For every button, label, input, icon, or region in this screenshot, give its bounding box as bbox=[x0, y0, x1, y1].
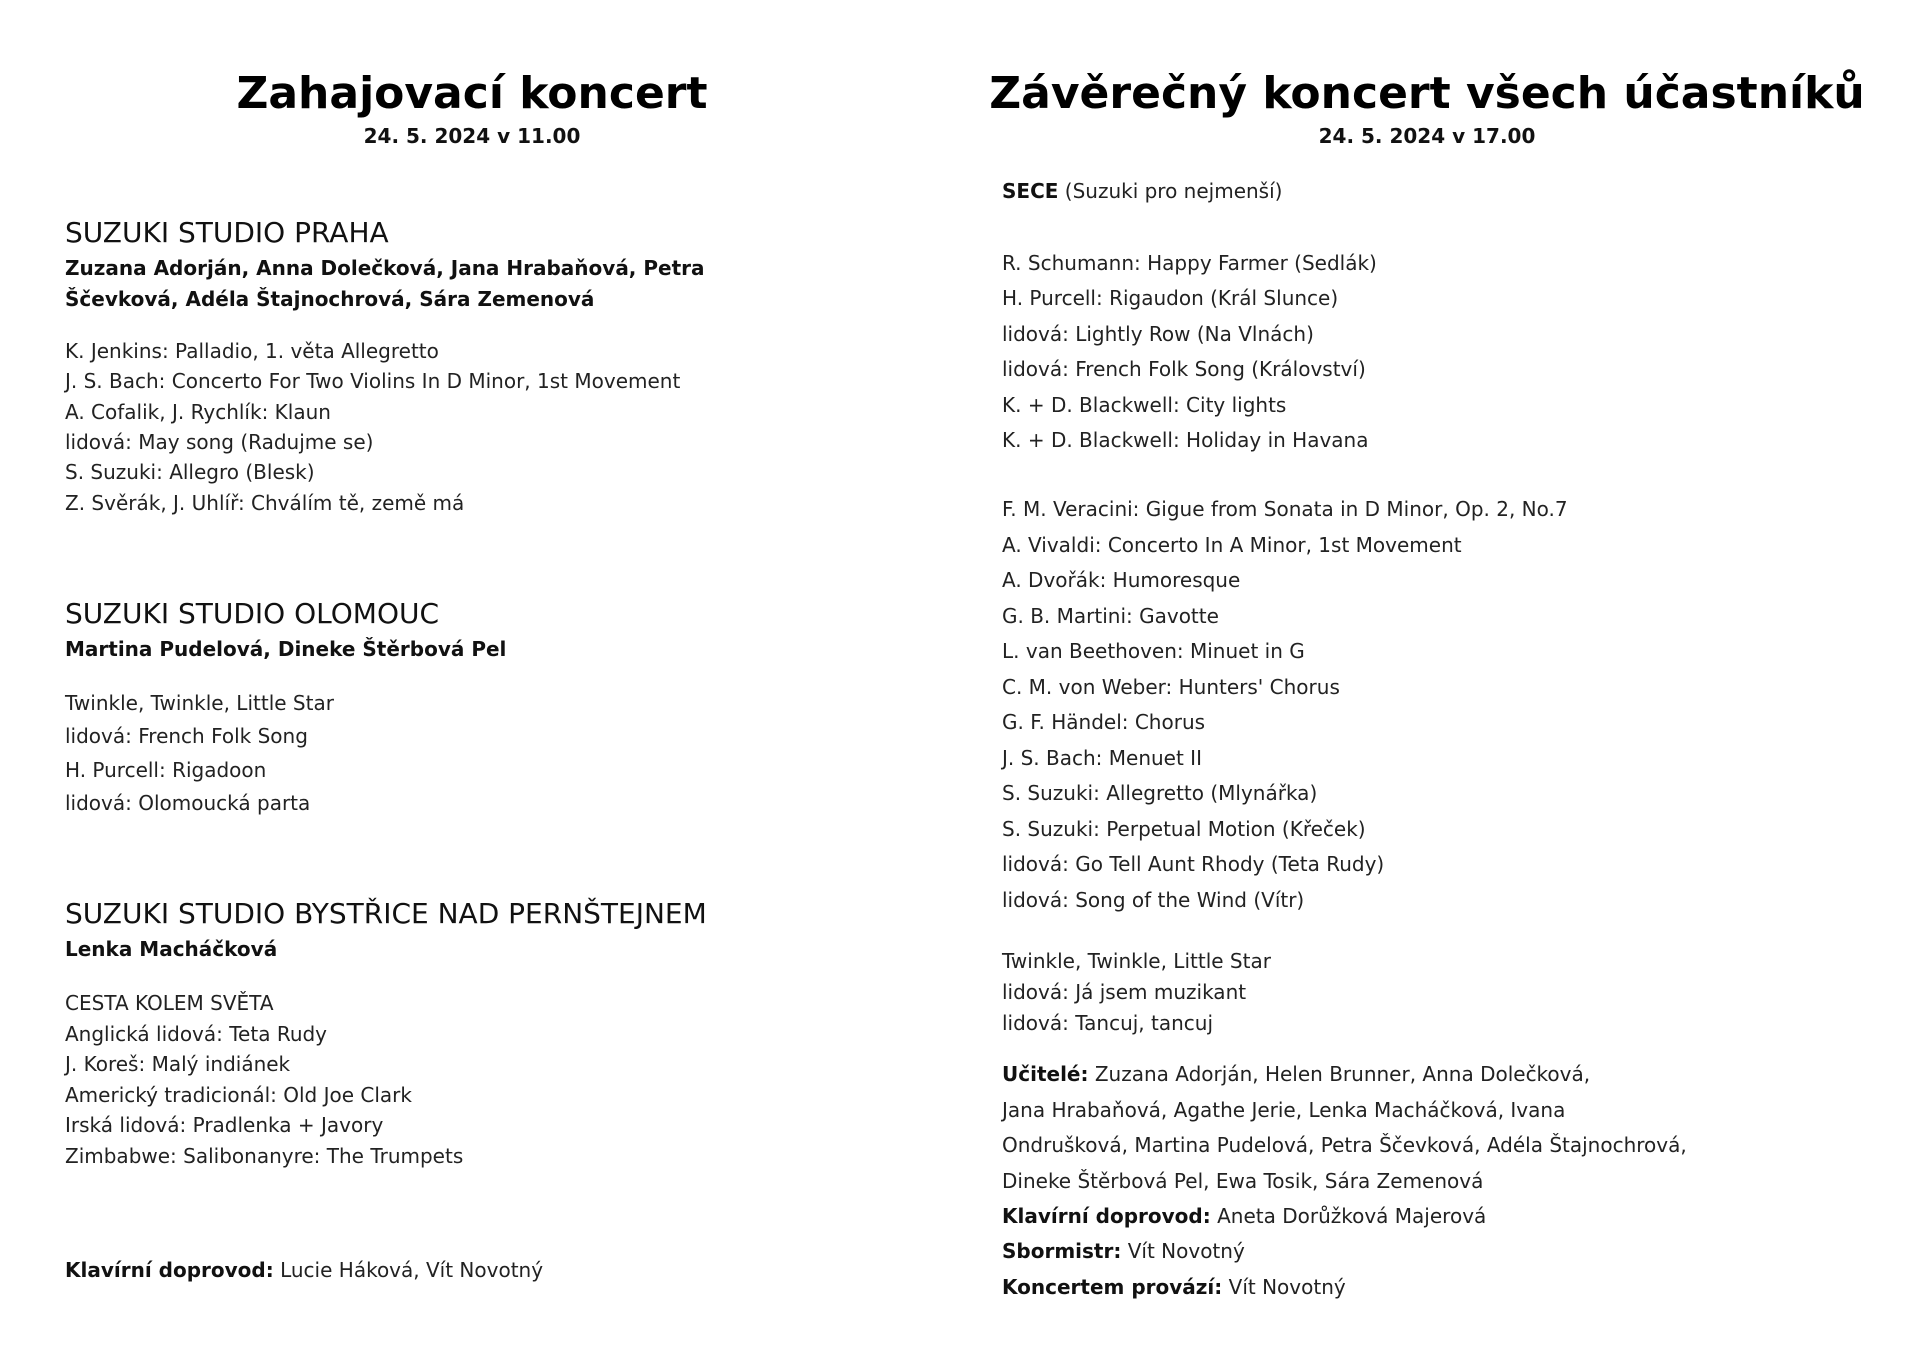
program-item: lidová: Olomoucká parta bbox=[65, 791, 311, 815]
studio-teachers: Martina Pudelová, Dineke Štěrbová Pel bbox=[65, 637, 507, 661]
program-item: C. M. von Weber: Hunters' Chorus bbox=[1002, 675, 1340, 699]
sece-line bbox=[1002, 181, 1282, 201]
credit-value: Vít Novotný bbox=[1228, 1275, 1346, 1299]
teachers-line: Ondrušková, Martina Pudelová, Petra Ščevková, Adéla Štajnochrová, bbox=[1002, 1133, 1687, 1157]
piano-accompaniment bbox=[65, 1260, 543, 1280]
program-item: S. Suzuki: Allegretto (Mlynářka) bbox=[1002, 781, 1318, 805]
program-item: lidová: Song of the Wind (Vítr) bbox=[1002, 888, 1305, 912]
program-item: G. B. Martini: Gavotte bbox=[1002, 604, 1219, 628]
teachers-label: Učitelé: bbox=[1002, 1062, 1089, 1086]
program-item: A. Cofalik, J. Rychlík: Klaun bbox=[65, 400, 331, 424]
opening-concert-date: 24. 5. 2024 v 11.00 bbox=[363, 124, 581, 148]
program-item: J. S. Bach: Menuet II bbox=[1002, 746, 1202, 770]
sece-value: (Suzuki pro nejmenší) bbox=[1064, 179, 1283, 203]
program-item: Anglická lidová: Teta Rudy bbox=[65, 1022, 328, 1046]
credit-value: Aneta Dorůžková Majerová bbox=[1217, 1204, 1487, 1228]
teachers-line bbox=[1002, 1064, 1590, 1084]
studio-heading: SUZUKI STUDIO BYSTŘICE NAD PERNŠTEJNEM bbox=[65, 897, 707, 930]
program-item: F. M. Veracini: Gigue from Sonata in D Minor, Op. 2, No.7 bbox=[1002, 497, 1568, 521]
program-item: A. Dvořák: Humoresque bbox=[1002, 568, 1241, 592]
program-item: Twinkle, Twinkle, Little Star bbox=[65, 691, 334, 715]
opening-concert-title: Zahajovací koncert bbox=[236, 68, 708, 119]
credit-piano bbox=[1002, 1206, 1486, 1226]
program-item: Twinkle, Twinkle, Little Star bbox=[1002, 949, 1271, 973]
program-item: R. Schumann: Happy Farmer (Sedlák) bbox=[1002, 251, 1377, 275]
sece-label: SECE bbox=[1002, 179, 1059, 203]
studio-teachers: Lenka Macháčková bbox=[65, 937, 278, 961]
program-item: lidová: Tancuj, tancuj bbox=[1002, 1011, 1214, 1035]
program-item: S. Suzuki: Perpetual Motion (Křeček) bbox=[1002, 817, 1366, 841]
program-item: L. van Beethoven: Minuet in G bbox=[1002, 639, 1305, 663]
program-item: K. + D. Blackwell: Holiday in Havana bbox=[1002, 428, 1369, 452]
piano-label: Klavírní doprovod: bbox=[65, 1258, 274, 1282]
credit-label: Klavírní doprovod: bbox=[1002, 1204, 1211, 1228]
program-item: Irská lidová: Pradlenka + Javory bbox=[65, 1113, 384, 1137]
credit-choirmaster bbox=[1002, 1241, 1245, 1261]
final-concert-title: Závěrečný koncert všech účastníků bbox=[989, 68, 1865, 119]
piano-value: Lucie Háková, Vít Novotný bbox=[280, 1258, 544, 1282]
program-item: lidová: May song (Radujme se) bbox=[65, 430, 374, 454]
program-item: K. Jenkins: Palladio, 1. věta Allegretto bbox=[65, 339, 439, 363]
program-item: G. F. Händel: Chorus bbox=[1002, 710, 1206, 734]
program-item: S. Suzuki: Allegro (Blesk) bbox=[65, 460, 315, 484]
program-item: CESTA KOLEM SVĚTA bbox=[65, 991, 274, 1015]
program-item: H. Purcell: Rigaudon (Král Slunce) bbox=[1002, 286, 1339, 310]
program-item: Zimbabwe: Salibonanyre: The Trumpets bbox=[65, 1144, 464, 1168]
program-item: H. Purcell: Rigadoon bbox=[65, 758, 267, 782]
program-item: J. S. Bach: Concerto For Two Violins In D Minor, 1st Movement bbox=[65, 369, 681, 393]
program-item: Z. Svěrák, J. Uhlíř: Chválím tě, země má bbox=[65, 491, 465, 515]
program-item: Americký tradicionál: Old Joe Clark bbox=[65, 1083, 412, 1107]
program-item: J. Koreš: Malý indiánek bbox=[65, 1052, 291, 1076]
studio-teachers: Zuzana Adorján, Anna Dolečková, Jana Hrabaňová, Petra bbox=[65, 256, 705, 280]
teachers-line: Jana Hrabaňová, Agathe Jerie, Lenka Macháčková, Ivana bbox=[1002, 1098, 1566, 1122]
credit-value: Vít Novotný bbox=[1127, 1239, 1245, 1263]
credit-label: Koncertem provází: bbox=[1002, 1275, 1223, 1299]
program-item: lidová: French Folk Song (Království) bbox=[1002, 357, 1366, 381]
program-item: lidová: Go Tell Aunt Rhody (Teta Rudy) bbox=[1002, 852, 1385, 876]
credit-host bbox=[1002, 1277, 1346, 1297]
studio-teachers: Ščevková, Adéla Štajnochrová, Sára Zemenová bbox=[65, 287, 595, 311]
program-item: lidová: Já jsem muzikant bbox=[1002, 980, 1247, 1004]
teachers-line: Dineke Štěrbová Pel, Ewa Tosik, Sára Zemenová bbox=[1002, 1169, 1484, 1193]
program-item: A. Vivaldi: Concerto In A Minor, 1st Movement bbox=[1002, 533, 1462, 557]
program-item: lidová: Lightly Row (Na Vlnách) bbox=[1002, 322, 1314, 346]
studio-heading: SUZUKI STUDIO PRAHA bbox=[65, 216, 389, 249]
program-item: K. + D. Blackwell: City lights bbox=[1002, 393, 1287, 417]
studio-heading: SUZUKI STUDIO OLOMOUC bbox=[65, 597, 440, 630]
final-concert-date: 24. 5. 2024 v 17.00 bbox=[1318, 124, 1536, 148]
credit-label: Sbormistr: bbox=[1002, 1239, 1122, 1263]
program-item: lidová: French Folk Song bbox=[65, 724, 308, 748]
teachers-value: Zuzana Adorján, Helen Brunner, Anna Dolečková, bbox=[1094, 1062, 1591, 1086]
